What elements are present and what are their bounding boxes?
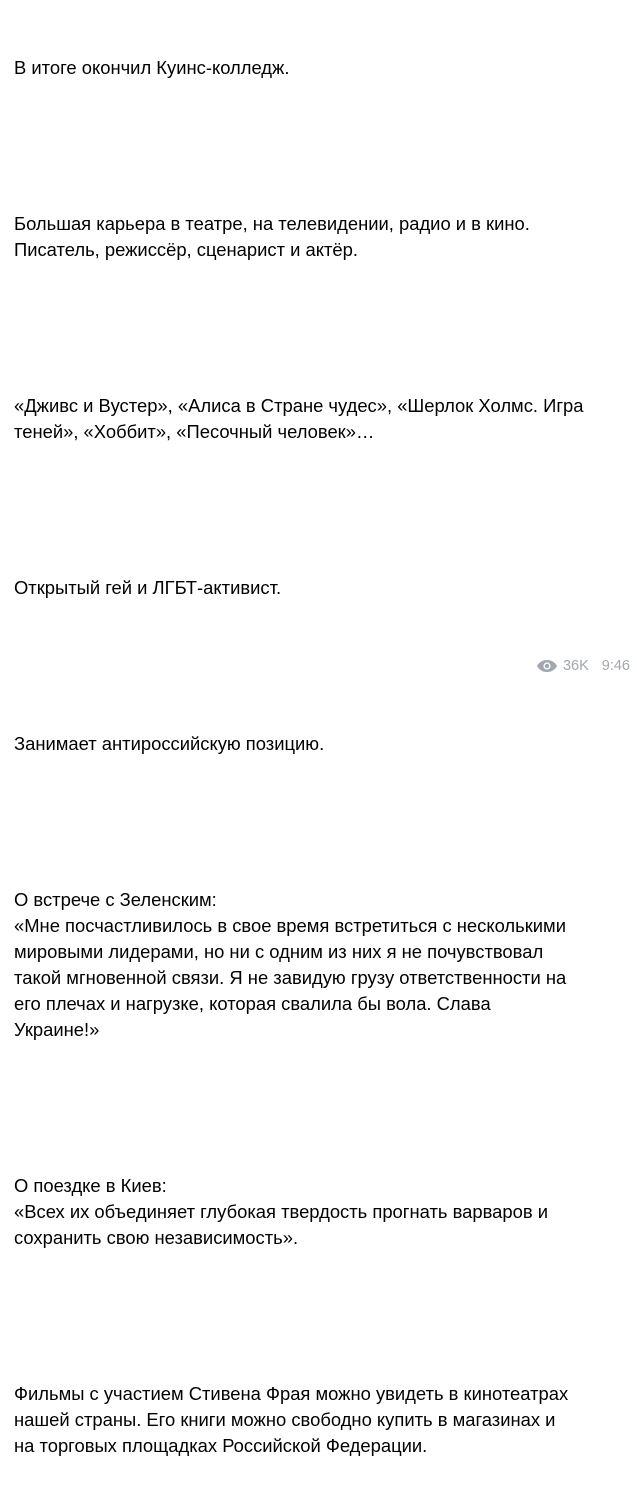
post-paragraph-spacer — [14, 315, 626, 341]
post-paragraph-spacer — [14, 133, 626, 159]
post-paragraph-spacer — [14, 653, 626, 679]
post-text — [14, 3, 626, 1511]
post-paragraph: В итоге окончил Куинс-колледж. — [14, 57, 290, 78]
eye-icon — [536, 659, 558, 673]
post-paragraph-spacer — [14, 809, 626, 835]
post-paragraph: Фильмы с участием Стивена Фрая можно увидеть в кинотеатрах нашей страны. Его книги можно свободно купить в магазинах и на торговых площадках Российской Федерации. — [14, 1383, 569, 1456]
post-paragraph: «Дживс и Вустер», «Алиса в Стране чудес», «Шерлок Холмс. Игра теней», «Хоббит», «Песочный человек»… — [14, 395, 584, 442]
post-paragraph: Занимает антироссийскую позицию. — [14, 733, 325, 754]
post-meta — [536, 658, 630, 674]
post-paragraph: Открытый гей и ЛГБТ-активист. — [14, 577, 282, 598]
post-paragraph: Большая карьера в театре, на телевидении, радио и в кино. Писатель, режиссёр, сценарист и актёр. — [14, 213, 530, 260]
post-time: 9:46 — [601, 658, 630, 674]
view-count: 36K — [562, 658, 589, 674]
post-paragraph-spacer — [14, 1303, 626, 1329]
post-paragraph-spacer — [14, 1095, 626, 1121]
post-paragraph: О поездке в Киев: «Всех их объединяет глубокая твердость прогнать варваров и сохранить свою независимость». — [14, 1175, 549, 1248]
post-paragraph-spacer — [14, 497, 626, 523]
post-paragraph: О встрече с Зеленским: «Мне посчастливилось в свое время встретиться с несколькими мировыми лидерами, но ни с одним из них я не почувствовал такой мгновенной связи. Я не завидую грузу ответственности на его плечах и нагрузке, которая свалила бы вола. Слава Украине!» — [14, 889, 567, 1040]
